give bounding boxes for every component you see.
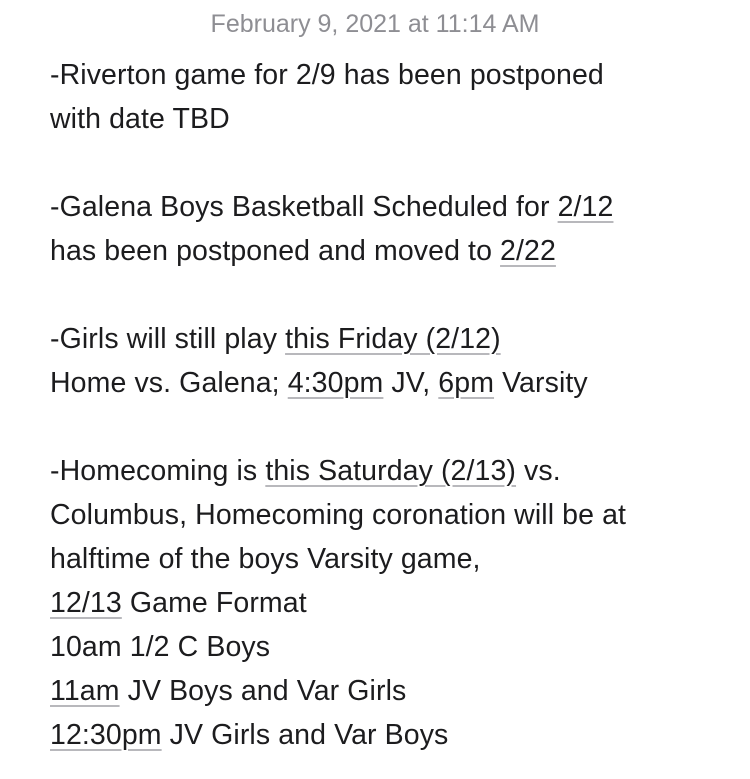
- text: halftime of the boys Varsity game,: [50, 543, 481, 575]
- note-timestamp: February 9, 2021 at 11:14 AM: [210, 10, 540, 38]
- time-link[interactable]: 4:30pm: [287, 367, 384, 399]
- note-line: [50, 317, 740, 361]
- date-link[interactable]: 2/12: [557, 191, 614, 223]
- note-line: [50, 449, 740, 493]
- text: -Galena Boys Basketball Scheduled for: [50, 191, 558, 223]
- note-line: [50, 229, 740, 273]
- text: -Girls will still play: [50, 323, 286, 355]
- text: has been postponed and moved to: [50, 235, 501, 267]
- date-link[interactable]: this Saturday (2/13): [265, 455, 517, 487]
- text: JV,: [383, 367, 439, 399]
- text: Home vs. Galena;: [50, 367, 288, 399]
- time-link[interactable]: 11am: [50, 675, 120, 707]
- note-line: [50, 185, 740, 229]
- blank-line: [50, 141, 740, 185]
- time-link[interactable]: 6pm: [438, 367, 495, 399]
- note-line: [50, 537, 740, 581]
- note-line: [50, 581, 740, 625]
- blank-line: [50, 273, 740, 317]
- note-line: [50, 53, 740, 97]
- note-line: [50, 625, 740, 669]
- text: Game Format: [121, 587, 307, 619]
- text: 10am 1/2 C Boys: [50, 631, 271, 663]
- text: vs.: [516, 455, 561, 487]
- text: -Riverton game for 2/9 has been postponed: [50, 59, 604, 91]
- text: JV Boys and Var Girls: [119, 675, 407, 707]
- text: Columbus, Homecoming coronation will be at: [50, 499, 627, 531]
- note-line: [50, 361, 740, 405]
- text: with date TBD: [50, 103, 230, 135]
- note-line: [50, 713, 740, 757]
- note-line: [50, 669, 740, 713]
- note-body[interactable]: [50, 53, 740, 757]
- time-link[interactable]: 12:30pm: [50, 719, 162, 751]
- date-link[interactable]: this Friday (2/12): [285, 323, 501, 355]
- date-link[interactable]: 12/13: [50, 587, 122, 619]
- note-line: [50, 493, 740, 537]
- text: JV Girls and Var Boys: [161, 719, 449, 751]
- date-link[interactable]: 2/22: [500, 235, 556, 267]
- text: -Homecoming is: [50, 455, 266, 487]
- note-line: [50, 97, 740, 141]
- text: Varsity: [494, 367, 588, 399]
- blank-line: [50, 405, 740, 449]
